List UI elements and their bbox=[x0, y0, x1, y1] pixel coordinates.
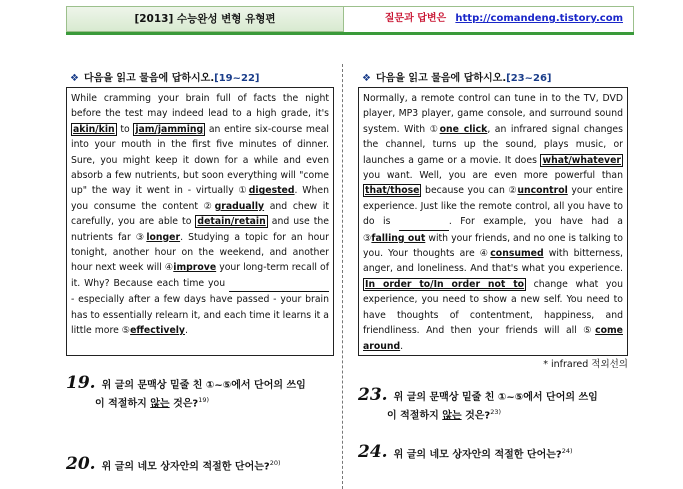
question-20-text: 위 글의 네모 상자안의 적절한 단어는? bbox=[101, 461, 270, 473]
passage-text: with your friends, and no one is talking to you. Your thoughts are ④ bbox=[363, 232, 623, 260]
qa-link-area bbox=[344, 6, 634, 32]
question-23 bbox=[358, 385, 638, 423]
right-passage-box bbox=[358, 87, 628, 356]
passage-text: and chew it carefully, you are able to bbox=[71, 200, 329, 228]
header-rule bbox=[66, 32, 634, 35]
passage-text: change what you experience, you need to show a new self. You need to have thoughts of contentment, happiness, and friendliness. And then your friends will all ⑤ bbox=[363, 278, 623, 337]
question-23-number: 23. bbox=[358, 385, 388, 405]
underlined-word: gradually bbox=[214, 200, 265, 212]
document-title: [2013] 수능완성 변형 유형편 bbox=[66, 6, 344, 32]
passage-text: - especially after a few days have passed - your brain has to essentially relearn it, and each time it learns it a little more ⑤ bbox=[71, 294, 329, 337]
passage-text: your entire experience. Just like the remote control, all you have to do is bbox=[363, 185, 623, 228]
question-23-text-line1: 위 글의 문맥상 밑줄 친 ①~⑤에서 단어의 쓰임 bbox=[393, 392, 598, 403]
passage-text: . For example, you have had a ③ bbox=[363, 216, 624, 244]
footnote-ref-19: 19) bbox=[198, 396, 210, 404]
passage-text: . bbox=[185, 325, 188, 337]
passage-text: and use the nutrients far ③ bbox=[71, 216, 329, 243]
passage-text: . Studying a topic for an hour tonight, another hour on the weekend, and another hour next week will ④ bbox=[71, 231, 329, 274]
diamond-icon: ❖ bbox=[70, 73, 79, 84]
left-heading-range: [19~22] bbox=[214, 73, 260, 84]
question-20 bbox=[66, 456, 341, 474]
passage-text: an entire six-course meal into your mouth in the first five minutes of dinner. Sure, you might keep it down for a while and even absorb a few nutrients, but soon everything will "come up" the way it went in - virtually ① bbox=[71, 123, 329, 197]
boxed-choice: that/those bbox=[365, 185, 420, 197]
passage-text: While cramming your brain full of facts the night before the test may indeed lead to a high grade, it's bbox=[71, 93, 329, 120]
qa-url-link[interactable]: http://comandeng.tistory.com bbox=[455, 13, 623, 24]
passage-text: . When you consume the content ② bbox=[71, 185, 330, 212]
column-divider bbox=[342, 64, 343, 489]
question-19-number: 19. bbox=[66, 373, 96, 393]
passage-text: your long-term recall of it. Why? Because each time you bbox=[71, 262, 330, 289]
passage-text: Normally, a remote control can tune in to the TV, DVD player, MP3 player, game console, and surround sound system. With ① bbox=[363, 93, 623, 135]
passage-text: because you can ② bbox=[421, 185, 518, 197]
question-24-number: 24. bbox=[358, 442, 388, 463]
question-24 bbox=[358, 444, 638, 462]
footnote-ref-20: 20) bbox=[269, 459, 281, 467]
question-20-number: 20. bbox=[66, 454, 96, 475]
underlined-word: effectively bbox=[130, 325, 185, 337]
left-section-heading bbox=[70, 69, 260, 84]
passage-text: you want. Well, you are even more powerful than bbox=[363, 170, 623, 182]
footnote-ref-24: 24) bbox=[561, 447, 573, 455]
boxed-choice: jam/jamming bbox=[135, 123, 204, 135]
passage-footnote: * infrared 적외선의 bbox=[543, 359, 628, 370]
question-23-text-line2: 이 적절하지 않는 것은?$^{23)}$ bbox=[387, 408, 502, 422]
qa-label: 질문과 답변은 bbox=[384, 13, 447, 24]
passage-text: . bbox=[400, 340, 404, 352]
underlined-word: consumed bbox=[490, 248, 544, 260]
boxed-choice: In order to/In order not to bbox=[365, 278, 525, 290]
answer-blank bbox=[229, 276, 329, 292]
underlined-word: uncontrol bbox=[517, 185, 568, 197]
passage-text: , an infrared signal changes the channel, turns up the sound, plays music, or launches a game or a movie. It does bbox=[363, 123, 623, 166]
underlined-word: improve bbox=[173, 262, 217, 274]
right-heading-range: [23~26] bbox=[506, 73, 552, 84]
boxed-choice: akin/kin bbox=[73, 123, 115, 135]
right-section-heading bbox=[362, 69, 552, 84]
underlined-word: one click bbox=[439, 123, 488, 135]
question-24-text: 위 글의 네모 상자안의 적절한 단어는? bbox=[393, 449, 562, 461]
right-heading-text: 다음을 읽고 물음에 답하시오. bbox=[375, 73, 507, 84]
underlined-word: longer bbox=[146, 231, 181, 243]
question-19-text-line1: 위 글의 문맥상 밑줄 친 ①~⑤에서 단어의 쓰임 bbox=[101, 380, 306, 391]
underlined-word: digested bbox=[248, 185, 295, 197]
question-19 bbox=[66, 373, 341, 411]
boxed-choice: detain/retain bbox=[197, 216, 266, 228]
underlined-word: falling out bbox=[371, 232, 426, 244]
passage-text: to bbox=[116, 123, 134, 135]
boxed-choice: what/whatever bbox=[542, 154, 621, 166]
diamond-icon: ❖ bbox=[362, 73, 371, 84]
answer-blank bbox=[399, 214, 449, 230]
underlined-word: come around bbox=[363, 325, 623, 352]
left-passage-box bbox=[66, 87, 334, 356]
left-heading-text: 다음을 읽고 물음에 답하시오. bbox=[83, 73, 215, 84]
footnote-ref-23: 23) bbox=[490, 408, 502, 416]
question-19-text-line2: 이 적절하지 않는 것은?$^{19)}$ bbox=[95, 396, 210, 410]
passage-text: with bitterness, anger, and loneliness. And that's what you experience. bbox=[363, 248, 623, 275]
